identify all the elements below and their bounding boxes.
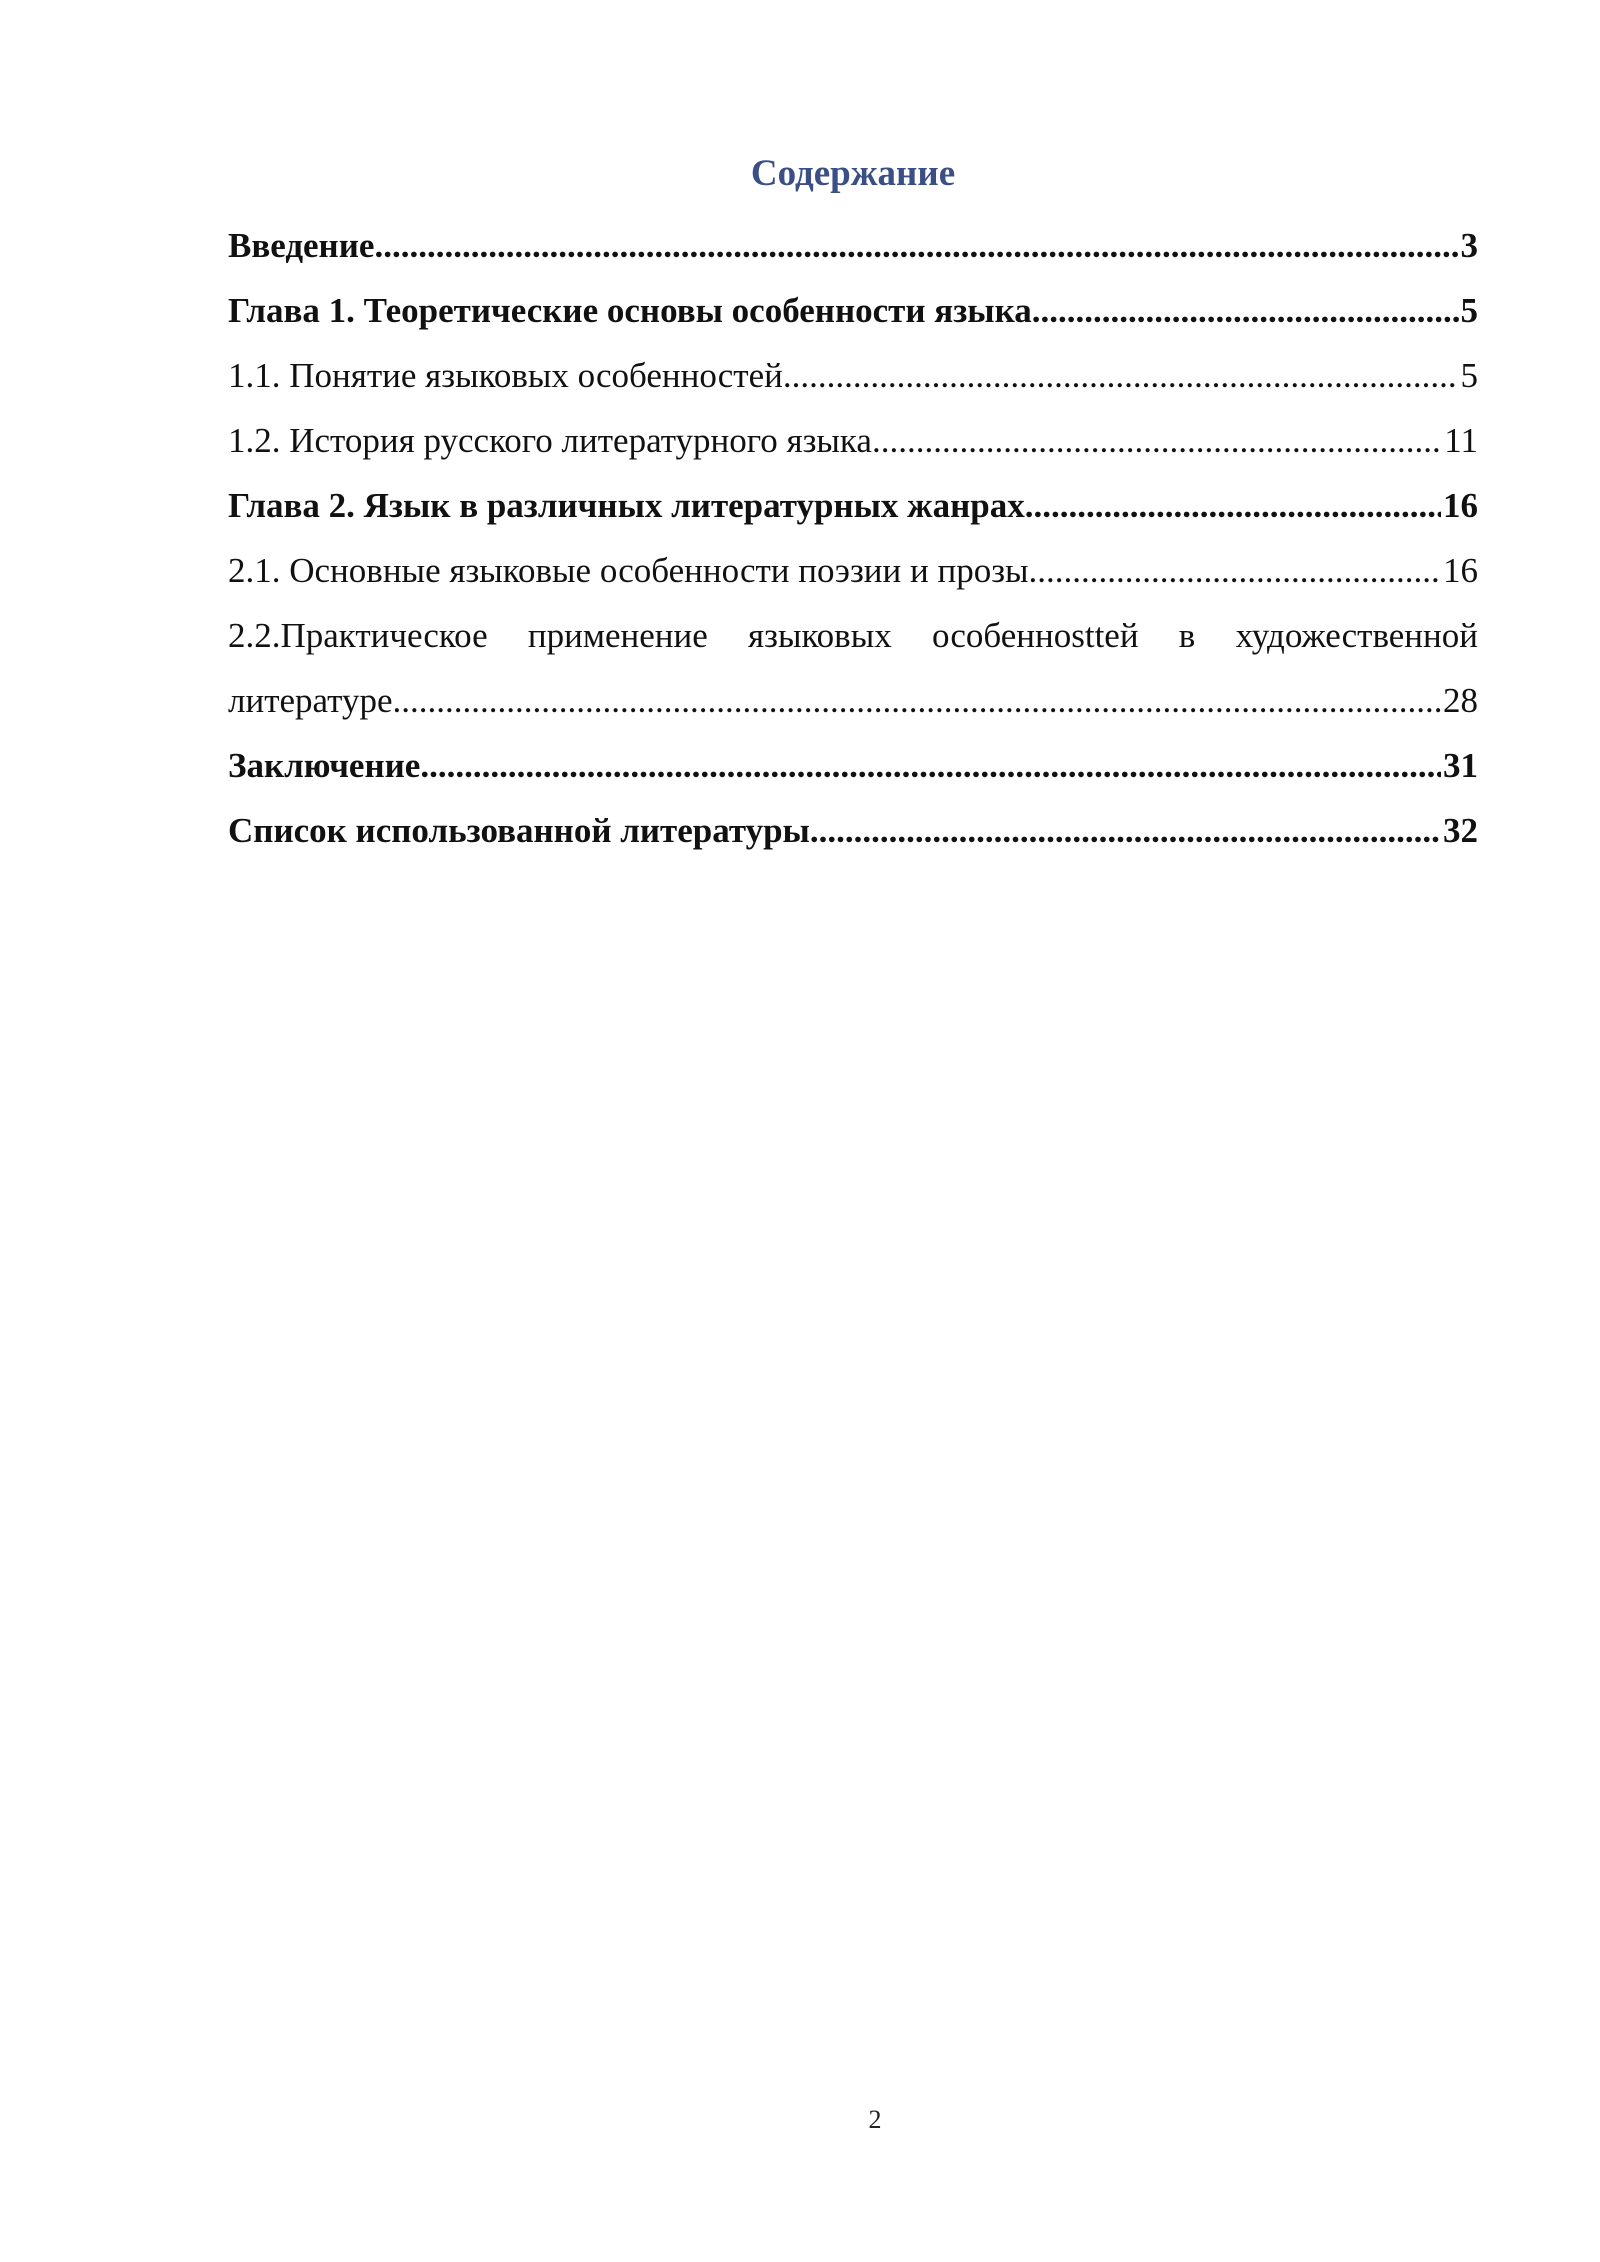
toc-entry-text: Глава 1. Теоретические основы особенности языка: [228, 291, 1032, 330]
toc-entry-bibliography[interactable]: [228, 798, 1478, 863]
toc-entry-page: 3: [1460, 226, 1478, 265]
toc-entry-page: 11: [1444, 421, 1478, 460]
toc-dot-leader: [1032, 278, 1459, 343]
toc-entry-page: 31: [1443, 746, 1478, 785]
page-number: 2: [868, 2105, 882, 2134]
toc-dot-leader: [393, 668, 1441, 733]
toc-entry-page: 5: [1460, 291, 1478, 330]
toc-entry-section-1-1[interactable]: [228, 343, 1478, 408]
toc-entry-text: 1.1. Понятие языковых особенностей: [228, 356, 783, 395]
toc-dot-leader: [872, 408, 1442, 473]
toc-dot-leader: [374, 213, 1458, 278]
toc-entry-text: 1.2. История русского литературного языка: [228, 421, 872, 460]
toc-entry-text: 2.2.Практическое применение языковых особеннosttей в художественной: [228, 616, 1478, 655]
toc-dot-leader: [1029, 538, 1441, 603]
toc-entry-text: Список использованной литературы: [228, 811, 810, 850]
toc-entry-page: 5: [1460, 356, 1478, 395]
toc-entry-text: Заключение: [228, 746, 421, 785]
toc-entry-text: 2.1. Основные языковые особенности поэзии и прозы: [228, 551, 1029, 590]
table-of-contents: [228, 213, 1478, 863]
toc-entry-text: литературе: [228, 681, 393, 720]
toc-entry-chapter-2[interactable]: [228, 473, 1478, 538]
toc-entry-chapter-1[interactable]: [228, 278, 1478, 343]
toc-entry-page: 16: [1443, 551, 1478, 590]
toc-entry-text: Глава 2. Язык в различных литературных жанрах: [228, 486, 1025, 525]
toc-entry-section-1-2[interactable]: [228, 408, 1478, 473]
toc-entry-text: Введение: [228, 226, 375, 265]
toc-dot-leader: [1025, 473, 1441, 538]
toc-entry-introduction[interactable]: [228, 213, 1478, 278]
toc-entry-section-2-2-line-1[interactable]: [228, 603, 1478, 668]
toc-dot-leader: [810, 798, 1441, 863]
toc-dot-leader: [783, 343, 1459, 408]
toc-entry-page: 28: [1443, 681, 1478, 720]
toc-entry-page: 16: [1443, 486, 1478, 525]
toc-dot-leader: [420, 733, 1441, 798]
toc-entry-section-2-2-line-2[interactable]: [228, 668, 1478, 733]
toc-entry-conclusion[interactable]: [228, 733, 1478, 798]
toc-entry-page: 32: [1443, 811, 1478, 850]
toc-heading: Содержание: [750, 153, 956, 194]
toc-entry-section-2-1[interactable]: [228, 538, 1478, 603]
